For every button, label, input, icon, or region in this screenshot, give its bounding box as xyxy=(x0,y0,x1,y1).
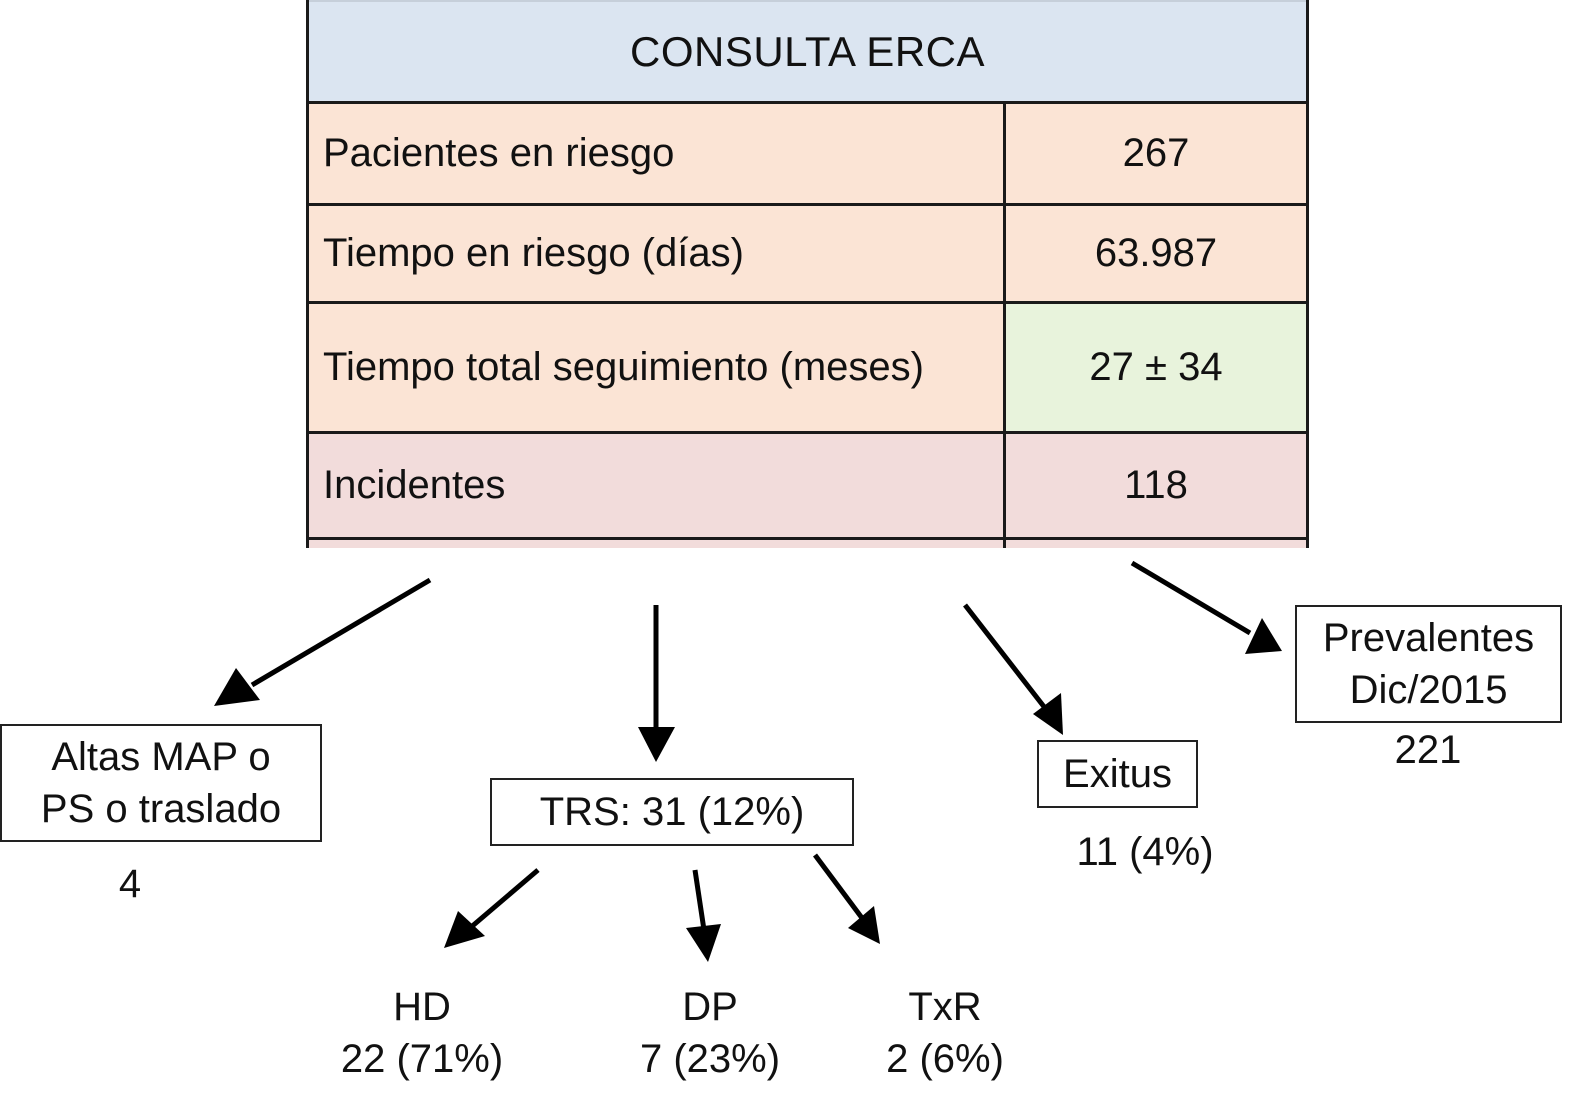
hd-value: 22 (71%) xyxy=(340,1037,504,1081)
trs-label: TRS: 31 (12%) xyxy=(539,790,805,834)
arrow-head-dp xyxy=(686,924,721,962)
altas-line1: Altas MAP o xyxy=(51,735,271,779)
row-label: Pacientes en riesgo xyxy=(309,104,1006,203)
prevalentes-count: 221 xyxy=(1394,728,1462,772)
txr-label: TxR xyxy=(908,985,982,1029)
prevalentes-line2: Dic/2015 xyxy=(1349,668,1508,712)
txr-value: 2 (6%) xyxy=(886,1037,1004,1081)
dp-label: DP xyxy=(682,985,738,1029)
row-value: 118 xyxy=(1124,463,1188,507)
table-title: CONSULTA ERCA xyxy=(309,0,1306,104)
row-value: 27 ± 34 xyxy=(1006,304,1306,431)
arrow-head-prevalentes xyxy=(1245,618,1282,654)
arrow-to-exitus xyxy=(965,605,1045,708)
row-label: Tiempo en riesgo (días) xyxy=(309,206,1006,301)
arrow-to-dp xyxy=(695,870,704,930)
arrow-head-altas xyxy=(214,668,260,706)
row-value: 63.987 xyxy=(1094,231,1218,275)
prevalentes-line1: Prevalentes xyxy=(1322,616,1535,660)
exitus-box xyxy=(1037,740,1198,808)
altas-box xyxy=(0,724,322,842)
row-value: 267 xyxy=(1122,131,1190,175)
arrow-to-hd xyxy=(470,870,538,928)
dp-value: 7 (23%) xyxy=(639,1037,781,1081)
trs-box xyxy=(490,778,854,846)
altas-count: 4 xyxy=(118,862,142,906)
row-label: Tiempo total seguimiento (meses) xyxy=(309,304,1006,431)
prevalentes-box xyxy=(1295,605,1562,723)
arrow-to-altas xyxy=(252,580,430,685)
arrow-to-txr xyxy=(815,855,862,918)
arrow-to-prevalentes xyxy=(1132,563,1250,633)
arrow-head-txr xyxy=(848,906,880,944)
arrow-head-hd xyxy=(444,911,485,948)
hd-label: HD xyxy=(393,985,451,1029)
altas-line2: PS o traslado xyxy=(40,787,282,831)
arrow-head-trs xyxy=(638,727,675,762)
exitus-count: 11 (4%) xyxy=(1076,830,1214,874)
exitus-label: Exitus xyxy=(1063,752,1172,796)
row-label: Incidentes xyxy=(309,434,1006,537)
